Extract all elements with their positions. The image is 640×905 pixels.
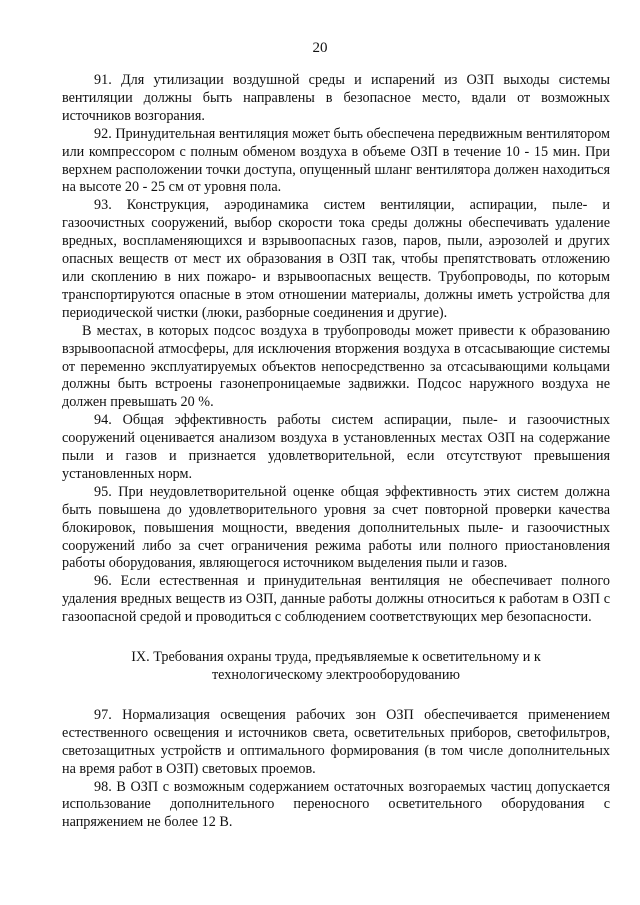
paragraph-text: Если естественная и принудительная вентиляция не обеспечивает полного удаления вредных веществ из ОЗП, данные работы должны относиться к работам в ОЗП с газоопасной средой и проводиться с соблюдением соответствующих мер безопасности.	[62, 573, 610, 626]
paragraph-91	[62, 72, 610, 126]
paragraph-text: В ОЗП с возможным содержанием остаточных возгораемых частиц допускается использование дополнительного переносного осветительного оборудования с напряжением не более 12 В.	[62, 778, 611, 831]
paragraph-95	[62, 484, 610, 574]
paragraph-97	[62, 707, 610, 779]
section-heading	[62, 649, 610, 685]
paragraph-text: В местах, в которых подсос воздуха в трубопроводы может привести к образованию взрывоопасной атмосферы, для исключения вторжения воздуха в отсасывающие системы от переменно эксплуатируемых объектов непосредственно за отсасывающими кольцами должны быть встроены газонепроницаемые задвижки. Подсос наружного воздуха не должен превышать 20 %.	[62, 322, 610, 411]
paragraph-number: 95.	[94, 483, 112, 500]
document-body	[62, 72, 610, 832]
paragraph-text: При неудовлетворительной оценке общая эффективность этих систем должна быть повышена до удовлетворительного уровня за счет повторной проверки качества блокировок, повышения мощности, введения дополнительных пыле- и газоочистных сооружений либо за счет ограничения режима работы или полного приостановления работы оборудования, являющегося источником выделения пыли и газов.	[62, 483, 611, 572]
paragraphs-after-section	[62, 707, 610, 832]
section-heading-line-1: IX. Требования охраны труда, предъявляемые к осветительному и к	[131, 649, 541, 666]
paragraph-92	[62, 126, 610, 198]
paragraph-number: 96.	[94, 573, 112, 590]
paragraph-96	[62, 573, 610, 627]
paragraph-93-continuation	[62, 323, 610, 413]
paragraph-94	[62, 412, 610, 484]
page-number: 20	[312, 40, 328, 56]
paragraphs-before-section	[62, 72, 610, 627]
paragraph-text: Принудительная вентиляция может быть обеспечена передвижным вентилятором или компрессором с полным обменом воздуха в объеме ОЗП в течение 10 - 15 мин. При верхнем расположении точки доступа, опущенный шланг вентилятора должен находиться на высоте 20 - 25 см от уровня пола.	[62, 125, 610, 196]
section-heading-line-2: технологическому электрооборудованию	[211, 667, 461, 683]
paragraph-number: 91.	[94, 72, 112, 88]
paragraph-number: 98.	[94, 778, 112, 795]
paragraph-text: Конструкция, аэродинамика систем вентиляции, аспирации, пыле- и газоочистных сооружений, выбор скорости тока среды должны обеспечивать удаление вредных, воспламеняющихся и взрывоопасных газов, паров, пыли, аэрозолей и других опасных веществ от мест их образования в ОЗП так, чтобы препятствовать отложению или скоплению в них пожаро- и взрывоопасных веществ. Трубопроводы, по которым транспортируются опасные в этом отношении материалы, должны иметь устройства для периодической чистки (люки, разборные соединения и другие).	[62, 197, 610, 321]
paragraph-93	[62, 197, 610, 322]
paragraph-text: Общая эффективность работы систем аспирации, пыле- и газоочистных сооружений оценивается анализом воздуха в установленных местах ОЗП на содержание пыли и газов и признается удовлетворительной, если отсутствуют превышения установленных норм.	[62, 412, 610, 482]
paragraph-number: 93.	[94, 197, 112, 214]
paragraph-98	[62, 779, 610, 833]
paragraph-number: 97.	[94, 706, 112, 723]
paragraph-text: Нормализация освещения рабочих зон ОЗП обеспечивается применением естественного освещения и источников света, осветительных приборов, светофильтров, светозащитных устройств и оптимального формирования (в том числе дополнительных на время работ в ОЗП) световых проемов.	[62, 706, 611, 777]
paragraph-number: 94.	[94, 412, 112, 429]
paragraph-text: Для утилизации воздушной среды и испарений из ОЗП выходы системы вентиляции должны быть направлены в безопасное место, вдали от возможных источников возгорания.	[62, 72, 610, 124]
paragraph-number: 92.	[94, 125, 112, 142]
